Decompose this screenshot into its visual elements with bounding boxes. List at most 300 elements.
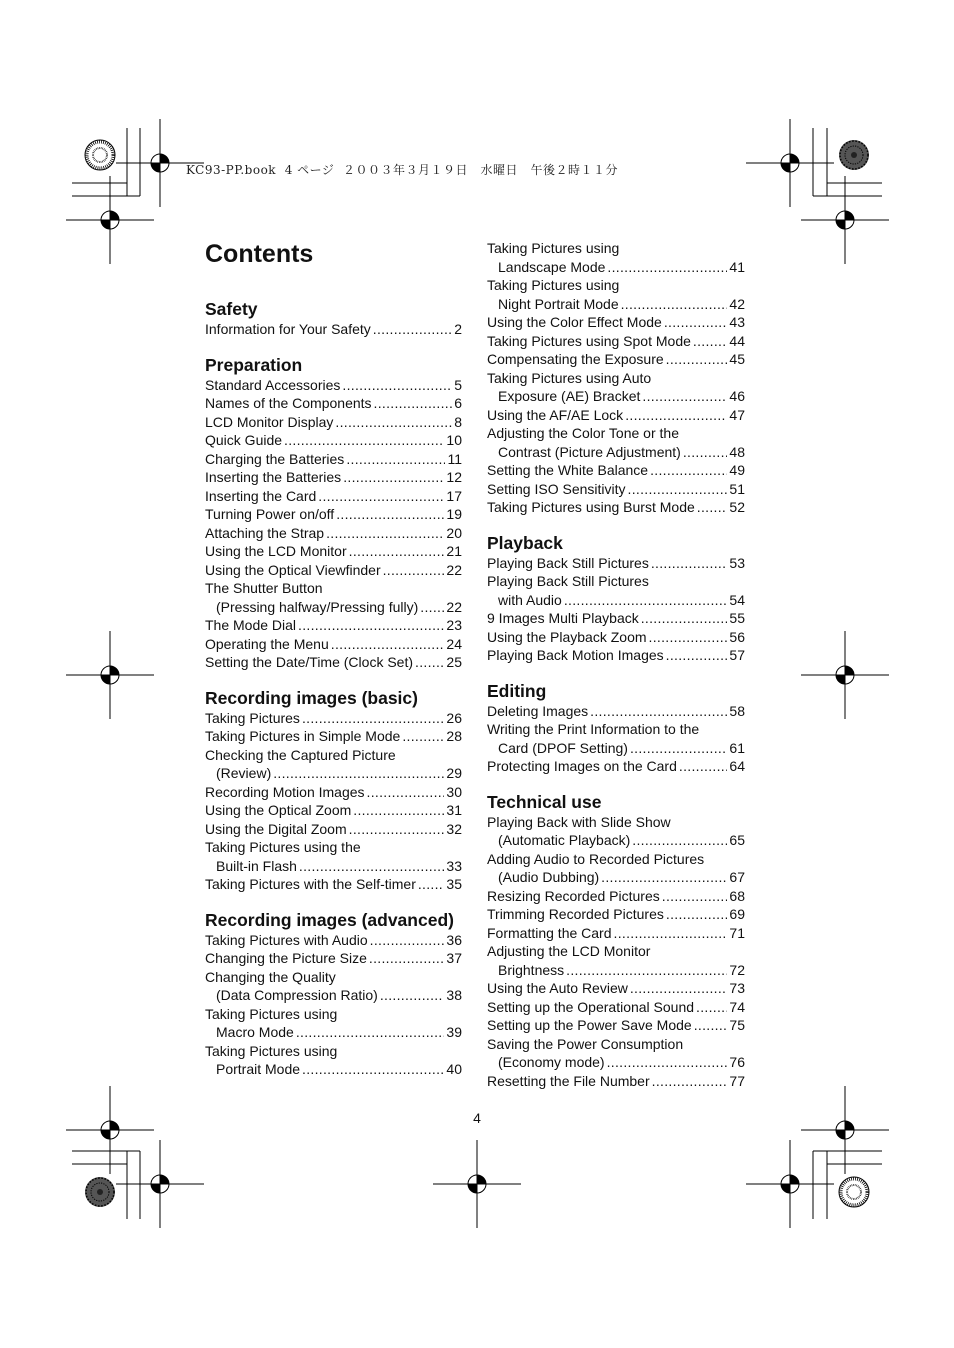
dot-leader [607,258,727,277]
toc-entry-label: Taking Pictures [205,709,300,726]
toc-page-number: 10 [446,432,462,448]
toc-entry-label: Resetting the File Number [487,1072,650,1089]
toc-entry[interactable] [205,320,462,339]
toc-entry-text: Taking Pictures using [205,1005,338,1022]
section-heading: Editing [487,680,547,701]
dot-leader [630,979,728,998]
toc-entry-line [205,1023,462,1042]
toc-page-number: 38 [446,987,462,1003]
toc-entry-line [487,757,745,776]
toc-entry[interactable] [487,609,745,628]
toc-section [487,791,745,1091]
registration-mark [116,1140,204,1228]
dot-leader [318,487,444,506]
toc-page-number: 77 [729,1072,745,1089]
registration-mark [66,631,154,719]
toc-entry[interactable] [205,709,462,728]
toc-entry-line [205,820,462,839]
toc-entry-line [205,986,462,1005]
toc-page-number: 45 [729,351,745,367]
dot-leader [370,931,445,950]
section-heading: Technical use [487,791,602,812]
toc-entry-label: Compensating the Exposure [487,351,664,367]
toc-entry-line [487,498,745,517]
toc-page-number: 5 [454,376,462,393]
toc-entry-label: (Automatic Playback) [498,832,631,848]
toc-page-number: 33 [446,857,462,874]
dot-leader [342,376,452,395]
toc-entry-label: Macro Mode [216,1024,294,1040]
toc-entry[interactable] [487,572,745,609]
toc-entry-line [487,1016,745,1035]
toc-page-number: 76 [729,1054,745,1070]
toc-page-number: 67 [729,869,745,885]
left-sections [205,298,462,1079]
toc-page-number: 65 [729,832,745,848]
toc-entry[interactable] [487,313,745,332]
dot-leader [662,887,728,906]
toc-page-number: 57 [729,647,745,663]
toc-page-number: 49 [729,462,745,478]
toc-entry-line [487,332,745,351]
toc-entry-label: Using the Auto Review [487,980,628,996]
dot-leader [590,702,727,721]
toc-entry-label: Setting ISO Sensitivity [487,480,626,497]
toc-entry-line [205,875,462,894]
dot-leader [335,413,452,432]
toc-entry-text: Adjusting the Color Tone or the [487,425,679,441]
toc-page-number: 75 [729,1017,745,1033]
toc-entry-list [487,702,745,776]
toc-entry-label: Using the Digital Zoom [205,820,347,837]
toc-page-number: 35 [446,876,462,892]
section-heading: Preparation [205,354,303,375]
toc-entry[interactable] [205,468,462,487]
toc-entry-list [205,931,462,1079]
toc-entry-label: (Review) [216,765,272,781]
print-slug: KC93-PP.book 4 ページ ２００３年３月１９日 水曜日 午後２時１１分 [186,163,619,177]
toc-entry[interactable] [487,350,745,369]
dot-leader [336,505,444,524]
dot-leader [566,961,727,980]
toc-entry-text: Taking Pictures using [487,277,620,293]
toc-entry-line [487,961,745,980]
toc-entry-line [205,450,462,469]
toc-page-number: 56 [729,628,745,645]
toc-entry-list [487,813,745,1091]
toc-entry-label: Setting the Date/Time (Clock Set) [205,654,414,670]
toc-page-number: 64 [729,758,745,774]
toc-page-number: 42 [729,295,745,312]
dot-leader [284,431,444,450]
dot-leader [302,709,444,728]
dot-leader [349,820,445,839]
toc-page-number: 25 [446,654,462,670]
toc-page-number: 28 [446,728,462,744]
toc-entry-line [487,924,745,943]
toc-entry[interactable] [205,431,462,450]
dot-leader [302,1060,444,1079]
contents-column-right [487,239,745,1105]
toc-page-number: 21 [446,543,462,559]
toc-entry-label: Built-in Flash [216,857,297,874]
toc-section [487,239,745,517]
dot-leader [601,868,727,887]
toc-entry[interactable] [205,931,462,950]
toc-entry[interactable] [487,702,745,721]
toc-entry[interactable] [487,461,745,480]
toc-entry[interactable] [487,813,745,850]
color-target-mark [839,140,869,170]
toc-page-number: 2 [454,321,462,337]
toc-entry[interactable] [487,498,745,517]
dot-leader [607,1053,728,1072]
toc-entry-text: Taking Pictures using the [205,839,361,855]
dot-leader [632,831,727,850]
toc-page-number: 40 [446,1061,462,1077]
toc-entry-label: (Economy mode) [498,1054,605,1070]
toc-page-number: 36 [446,931,462,948]
toc-entry-label: Using the Playback Zoom [487,628,647,645]
toc-entry-line [205,653,462,672]
toc-entry[interactable] [487,942,745,979]
toc-entry-label: (Data Compression Ratio) [216,987,378,1003]
toc-entry[interactable] [487,628,745,647]
toc-section [487,532,745,665]
toc-entry-text: Taking Pictures using [205,1042,338,1059]
toc-page-number: 22 [446,561,462,578]
dot-leader [374,394,453,413]
toc-entry[interactable] [205,542,462,561]
toc-entry-line [487,1053,745,1072]
toc-entry-label: (Audio Dubbing) [498,869,600,885]
toc-entry[interactable] [487,850,745,887]
toc-entry-text: Playing Back with Slide Show [487,813,671,830]
toc-entry[interactable] [205,875,462,894]
toc-page-number: 26 [446,709,462,726]
toc-entry-list [205,709,462,894]
toc-page-number: 71 [729,924,745,941]
toc-entry-line [487,443,745,462]
toc-entry[interactable] [205,727,462,746]
toc-page-number: 17 [446,487,462,504]
toc-entry-text: Writing the Print Information to the [487,721,700,737]
toc-page-number: 11 [447,450,462,467]
toc-entry[interactable] [205,635,462,654]
toc-page-number: 39 [446,1024,462,1040]
toc-entry-label: Card (DPOF Setting) [498,739,628,756]
toc-entry-label: (Pressing halfway/Pressing fully) [216,598,419,615]
toc-entry[interactable] [487,332,745,351]
dot-leader [380,986,445,1005]
toc-entry-label: Night Portrait Mode [498,295,619,312]
toc-entry-label: Setting up the Power Save Mode [487,1017,692,1033]
toc-entry-line [205,505,462,524]
toc-page-number: 58 [729,702,745,719]
toc-entry-label: Using the Optical Viewfinder [205,561,381,578]
toc-entry-line [487,609,745,628]
toc-entry-line [205,931,462,950]
dot-leader [402,727,444,746]
dot-leader [415,653,444,672]
toc-entry[interactable] [205,801,462,820]
toc-entry-line [487,831,745,850]
dot-leader [642,387,727,406]
dot-leader [694,1016,728,1035]
dot-leader [299,857,445,876]
toc-entry-label: Standard Accessories [205,376,341,393]
toc-section [205,298,462,339]
toc-entry-label: Attaching the Strap [205,524,325,541]
dot-leader [343,468,444,487]
toc-entry-line [205,542,462,561]
toc-entry[interactable] [205,524,462,543]
dot-leader [331,635,445,654]
registration-mark [66,1086,154,1174]
toc-entry[interactable] [487,1016,745,1035]
dot-leader [651,554,728,573]
toc-entry-line [487,554,745,573]
toc-entry-label: Resizing Recorded Pictures [487,887,660,904]
toc-entry[interactable] [205,1042,462,1079]
toc-entry-line [487,646,745,665]
dot-leader [564,591,728,610]
toc-entry-text: Adjusting the LCD Monitor [487,943,651,959]
toc-page-number: 46 [729,388,745,404]
toc-entry-label: Taking Pictures in Simple Mode [205,728,401,744]
dot-leader [383,561,445,580]
dot-leader [373,320,452,339]
toc-entry[interactable] [205,653,462,672]
toc-entry-label: Playing Back Motion Images [487,647,664,663]
toc-entry-line [205,524,462,543]
toc-entry[interactable] [205,746,462,783]
toc-entry[interactable] [205,376,462,395]
toc-page-number: 44 [729,332,745,349]
toc-entry-label: Quick Guide [205,432,283,448]
toc-entry-line [487,406,745,425]
toc-entry-list [487,239,745,517]
toc-entry-line [487,998,745,1017]
toc-entry-label: Taking Pictures using Spot Mode [487,332,691,349]
toc-entry[interactable] [487,480,745,499]
toc-entry-label: Inserting the Card [205,487,317,504]
toc-entry-line [487,295,745,314]
toc-page-number: 61 [729,739,745,756]
toc-entry-text: The Shutter Button [205,580,323,596]
toc-page-number: 8 [454,413,462,430]
toc-page-number: 72 [729,961,745,978]
toc-entry-line [487,702,745,721]
toc-entry[interactable] [205,413,462,432]
dot-leader [666,350,728,369]
toc-entry[interactable] [205,838,462,875]
toc-entry[interactable] [205,561,462,580]
toc-entry[interactable] [487,720,745,757]
toc-entry-line [487,350,745,369]
dot-leader [664,313,728,332]
toc-entry-line [487,887,745,906]
toc-entry[interactable] [487,924,745,943]
dot-leader [621,295,728,314]
dot-leader [298,616,444,635]
dot-leader [683,443,728,462]
toc-entry-line [487,868,745,887]
registration-mark [433,1140,521,1228]
dot-leader [641,609,728,628]
toc-page-number: 69 [729,906,745,922]
toc-entry[interactable] [487,979,745,998]
toc-entry-line [205,376,462,395]
toc-entry-label: Charging the Batteries [205,450,345,467]
toc-entry-text: Taking Pictures using [487,240,620,256]
dot-leader [349,542,445,561]
toc-entry[interactable] [205,487,462,506]
dot-leader [650,461,727,480]
dot-leader [666,905,728,924]
toc-entry[interactable] [487,1035,745,1072]
toc-page-number: 19 [446,506,462,522]
toc-page-number: 55 [729,610,745,626]
toc-entry[interactable] [205,1005,462,1042]
dot-leader [696,998,727,1017]
color-target-mark [85,140,115,170]
section-heading: Playback [487,532,563,553]
toc-page-number: 20 [446,524,462,541]
toc-entry[interactable] [487,406,745,425]
toc-entry-label: Brightness [498,961,565,978]
toc-entry[interactable] [487,369,745,406]
toc-entry[interactable] [205,505,462,524]
toc-page-number: 29 [446,765,462,781]
toc-page-number: 48 [729,443,745,460]
toc-entry[interactable] [205,968,462,1005]
toc-entry-line [205,561,462,580]
toc-page-number: 31 [446,802,462,818]
toc-entry-label: Names of the Components [205,395,372,411]
toc-entry[interactable] [487,554,745,573]
dot-leader [326,524,444,543]
toc-entry[interactable] [487,1072,745,1091]
toc-page-number: 52 [729,499,745,515]
toc-page-number: 37 [446,950,462,966]
toc-entry-label: Landscape Mode [498,258,606,275]
registration-mark [66,176,154,264]
registration-mark [801,631,889,719]
toc-entry[interactable] [205,820,462,839]
dot-leader [369,949,445,968]
toc-entry[interactable] [487,424,745,461]
toc-entry-label: Taking Pictures using Burst Mode [487,499,695,515]
section-heading: Recording images (advanced) [205,909,454,930]
dot-leader [296,1023,445,1042]
toc-entry[interactable] [205,579,462,616]
toc-entry-label: Changing the Picture Size [205,950,367,966]
toc-entry-label: Information for Your Safety [205,321,371,337]
toc-entry-label: Formatting the Card [487,924,612,941]
toc-entry-line [487,480,745,499]
toc-entry-text: Changing the Quality [205,968,336,985]
toc-entry[interactable] [487,757,745,776]
toc-section [205,909,462,1079]
toc-entry-line [205,727,462,746]
toc-entry-label: Protecting Images on the Card [487,758,677,774]
toc-entry[interactable] [487,998,745,1017]
toc-entry-line [205,320,462,339]
toc-page-number: 6 [454,395,462,411]
dot-leader [418,875,445,894]
toc-entry[interactable] [205,616,462,635]
dot-leader [273,764,444,783]
toc-entry-line [487,591,745,610]
toc-entry-line [487,1072,745,1091]
toc-entry-label: Playing Back Still Pictures [487,554,649,571]
toc-page-number: 74 [729,998,745,1015]
toc-entry-label: Setting up the Operational Sound [487,998,695,1015]
toc-entry[interactable] [487,276,745,313]
toc-entry-label: Contrast (Picture Adjustment) [498,443,681,460]
toc-entry-text: Playing Back Still Pictures [487,573,649,589]
registration-mark [801,1086,889,1174]
registration-mark [801,176,889,264]
registration-mark [746,1140,834,1228]
toc-entry-line [205,598,462,617]
right-sections [487,239,745,1090]
toc-page-number: 22 [446,598,462,615]
toc-entry[interactable] [205,394,462,413]
toc-entry-list [487,554,745,665]
section-heading: Recording images (basic) [205,687,418,708]
toc-page-number: 51 [729,480,745,497]
toc-page-number: 30 [446,783,462,800]
toc-entry-line [205,431,462,450]
toc-page-number: 73 [729,980,745,996]
toc-section [205,687,462,894]
toc-entry[interactable] [487,905,745,924]
toc-entry-line [205,394,462,413]
dot-leader [666,646,728,665]
dot-leader [693,332,728,351]
dot-leader [614,924,728,943]
toc-entry[interactable] [205,783,462,802]
toc-page-number: 32 [446,820,462,837]
toc-entry[interactable] [205,450,462,469]
toc-entry-line [205,709,462,728]
dot-leader [628,480,728,499]
page-number: 4 [473,1110,481,1126]
dot-leader [630,739,727,758]
toc-entry[interactable] [487,239,745,276]
toc-page-number: 24 [446,635,462,652]
toc-entry-label: LCD Monitor Display [205,413,334,430]
toc-entry-line [205,949,462,968]
dot-leader [679,757,728,776]
toc-entry-label: Portrait Mode [216,1061,301,1077]
toc-entry-label: Trimming Recorded Pictures [487,906,664,922]
toc-entry-label: Using the Optical Zoom [205,802,352,818]
toc-entry-line [487,387,745,406]
toc-entry-label: Using the Color Effect Mode [487,314,662,330]
dot-leader [649,628,728,647]
toc-entry-label: Taking Pictures with Audio [205,931,368,948]
toc-entry[interactable] [487,646,745,665]
toc-page-number: 47 [729,406,745,423]
toc-section [487,680,745,776]
toc-entry[interactable] [205,949,462,968]
toc-entry[interactable] [487,887,745,906]
toc-entry-text: Taking Pictures using Auto [487,369,652,386]
page-title: Contents [205,240,314,268]
